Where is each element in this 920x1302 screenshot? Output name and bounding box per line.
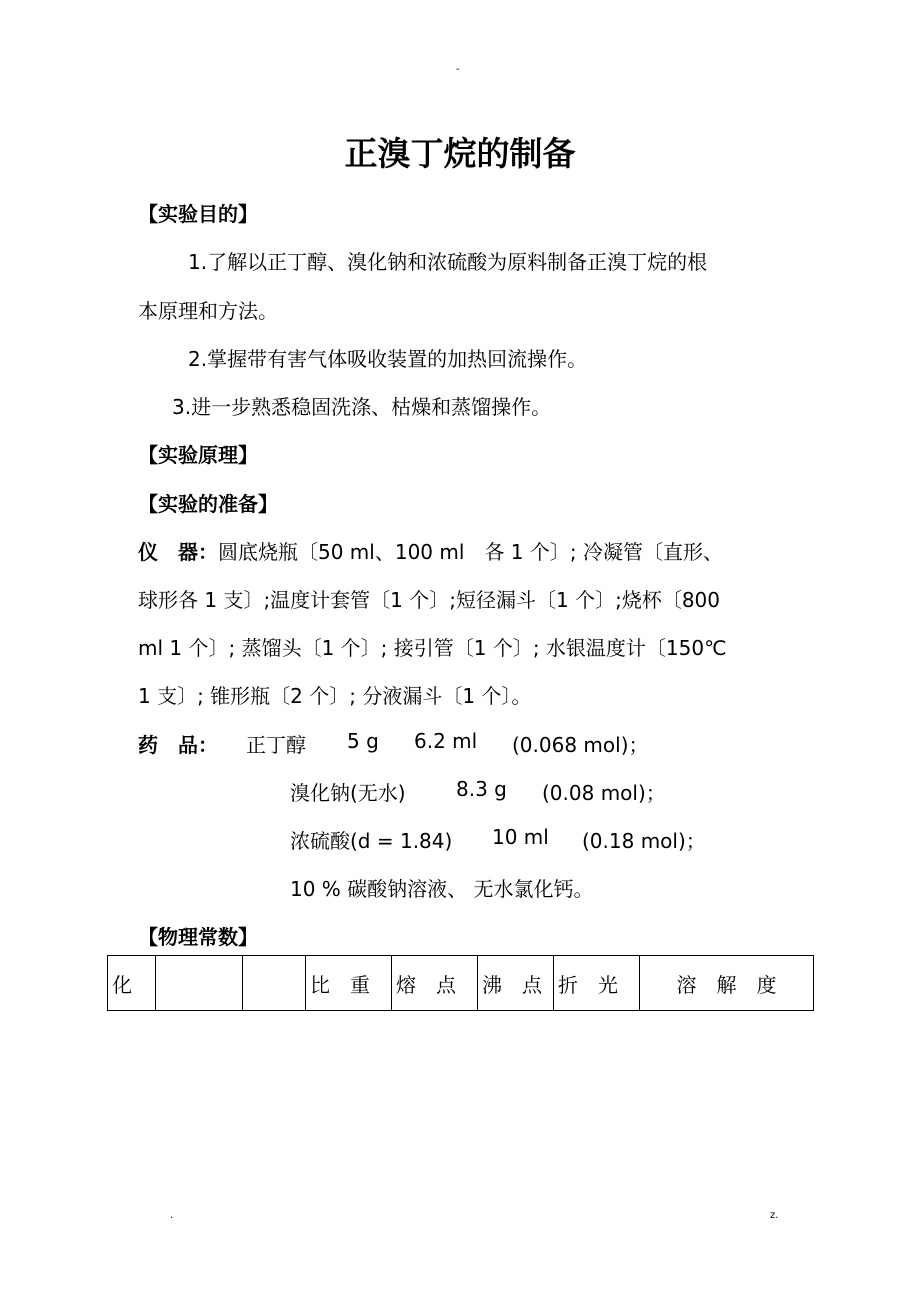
table-header-cell: 比 重 <box>306 956 392 1011</box>
instruments-text-1: 圆底烧瓶〔50 ml、100 ml 各 1 个〕; 冷凝管〔直形、 <box>218 540 723 564</box>
reagent-4-name: 10 % 碳酸钠溶液、 无水氯化钙。 <box>290 877 594 901</box>
reagent-3-moles: (0.18 mol)； <box>582 829 706 853</box>
section-principle: 【实验原理】 <box>138 443 258 467</box>
table-header-cell: 化 <box>108 956 156 1011</box>
instruments-line-3: ml 1 个〕; 蒸馏头〔1 个〕; 接引管〔1 个〕; 水银温度计〔150℃ <box>138 636 727 660</box>
reagent-1-moles: (0.068 mol)； <box>512 733 649 757</box>
section-preparation: 【实验的准备】 <box>138 492 278 516</box>
top-mark: - <box>456 64 460 75</box>
reagent-2-name: 溴化钠(无水) <box>290 781 406 805</box>
table-header-cell: 沸 点 <box>478 956 554 1011</box>
instruments-line-2: 球形各 1 支〕;温度计套管〔1 个〕;短径漏斗〔1 个〕;烧杯〔800 <box>138 588 720 612</box>
table-header-cell <box>156 956 243 1011</box>
purpose-item-3: 3.进一步熟悉稳固洗涤、枯燥和蒸馏操作。 <box>172 395 552 419</box>
reagent-3-volume: 10 ml <box>492 825 549 849</box>
bottom-left-mark: . <box>170 1210 174 1221</box>
purpose-item-2: 2.掌握带有害气体吸收装置的加热回流操作。 <box>188 347 588 371</box>
reagent-1-mass: 5 g <box>347 729 379 753</box>
page-title: 正溴丁烷的制备 <box>344 134 576 173</box>
physical-constants-table <box>107 955 814 1011</box>
table-header-row <box>108 956 814 1011</box>
reagent-1-volume: 6.2 ml <box>414 729 478 753</box>
section-constants: 【物理常数】 <box>138 925 258 949</box>
bottom-right-mark: z. <box>770 1210 779 1221</box>
instruments-line-1 <box>138 536 723 565</box>
purpose-item-1: 1.了解以正丁醇、溴化钠和浓硫酸为原料制备正溴丁烷的根 <box>188 250 708 274</box>
purpose-item-1-cont: 本原理和方法。 <box>138 299 278 323</box>
reagents-label: 药 品： <box>138 733 218 757</box>
table-header-cell <box>243 956 306 1011</box>
reagent-1-name: 正丁醇 <box>246 733 306 757</box>
reagent-2-moles: (0.08 mol)； <box>542 781 666 805</box>
table-header-cell: 溶 解 度 <box>640 956 814 1011</box>
instruments-label: 仪 器： <box>138 540 218 564</box>
instruments-line-4: 1 支〕; 锥形瓶〔2 个〕; 分液漏斗〔1 个〕。 <box>138 684 532 708</box>
table-header-cell: 折 光 <box>554 956 640 1011</box>
section-purpose: 【实验目的】 <box>138 202 258 226</box>
reagent-3-name: 浓硫酸(d = 1.84) <box>290 829 453 853</box>
reagent-2-mass: 8.3 g <box>456 777 507 801</box>
table-header-cell: 熔 点 <box>392 956 478 1011</box>
